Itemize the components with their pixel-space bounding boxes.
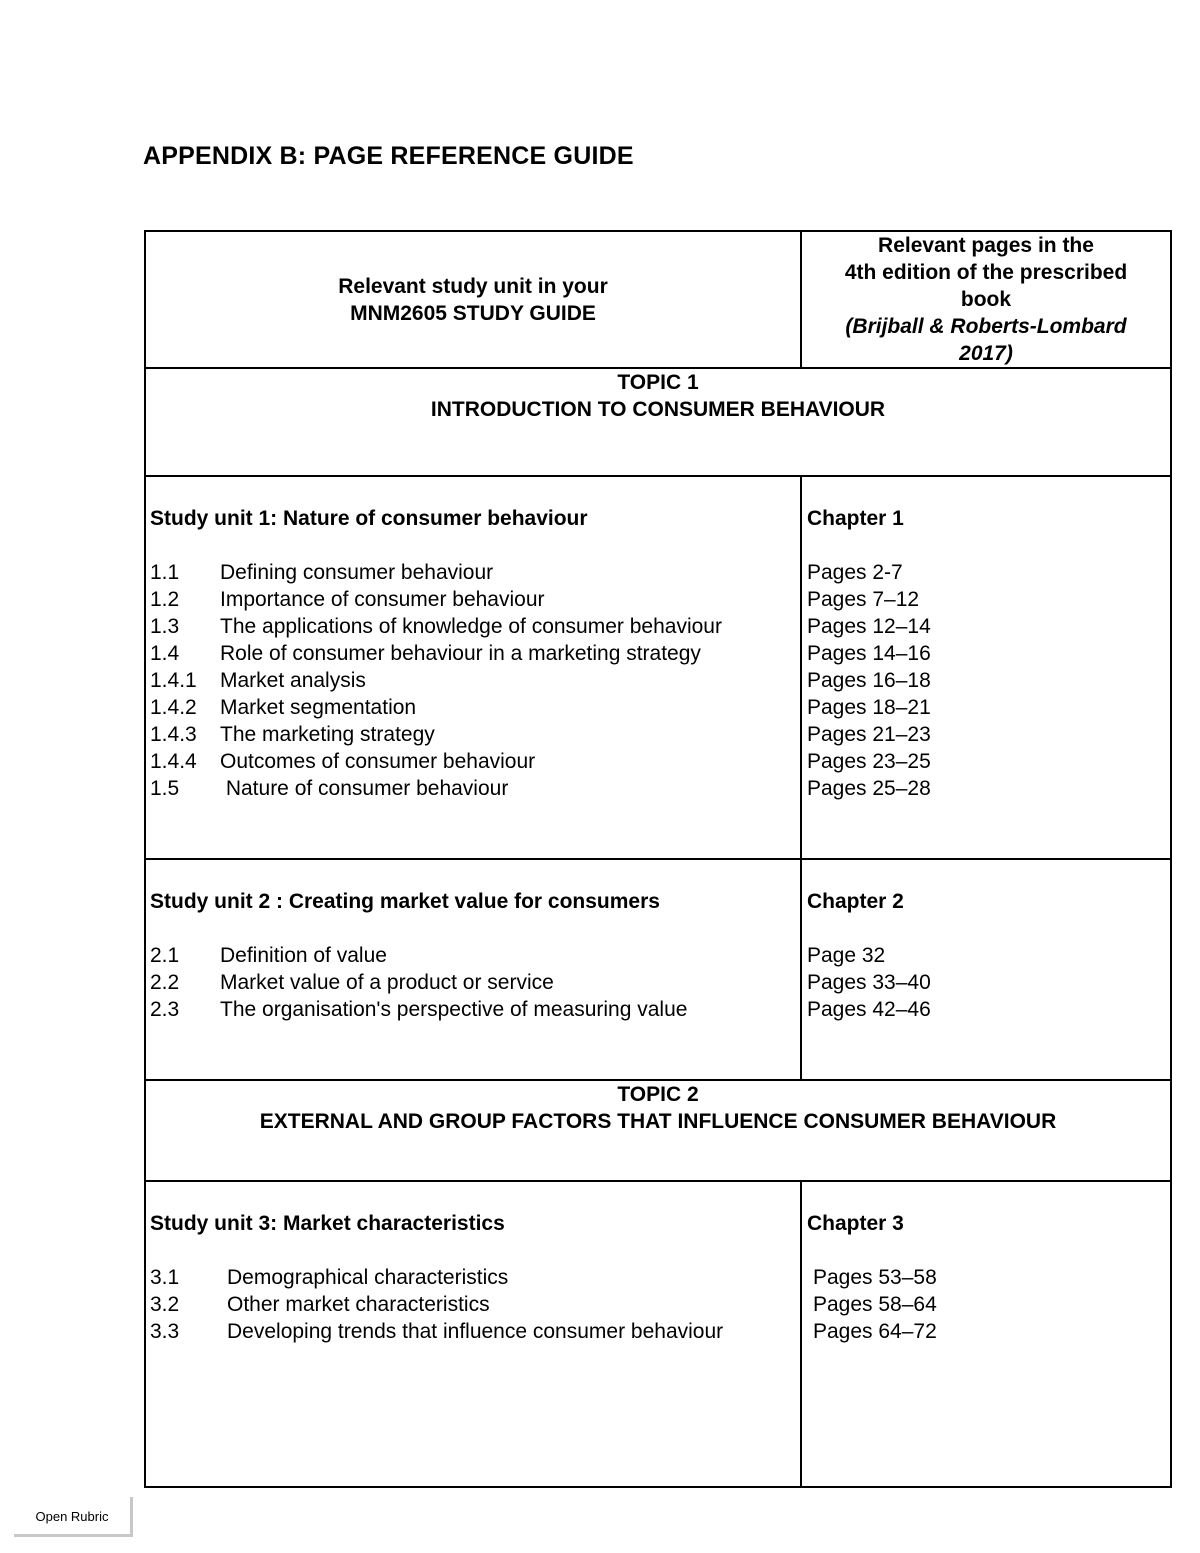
item-text: Demographical characteristics — [227, 1266, 509, 1289]
page-range: Pages 23–25 — [807, 750, 931, 773]
header-left-line1: Relevant study unit in your — [338, 274, 608, 298]
study-unit-heading: Study unit 2 : Creating market value for consumers — [150, 890, 660, 913]
item-number: 1.4.3 — [150, 723, 197, 746]
chapter-1-cell — [801, 476, 1171, 859]
item-number: 1.4 — [150, 642, 180, 665]
item-text: Definition of value — [220, 944, 387, 967]
chapter-3-cell — [801, 1181, 1171, 1487]
study-unit-2-cell — [145, 859, 801, 1080]
item-number: 1.5 — [150, 777, 180, 800]
item-number: 1.1 — [150, 561, 180, 584]
list-item — [150, 996, 796, 1023]
item-text: The organisation's perspective of measuring value — [220, 998, 688, 1021]
item-number: 2.1 — [150, 944, 180, 967]
header-left-line2: MNM2605 STUDY GUIDE — [350, 301, 596, 325]
header-right-line2: 4th edition of the prescribed — [844, 261, 1128, 284]
study-unit-row — [145, 1181, 1171, 1487]
page-range: Pages 53–58 — [813, 1266, 937, 1289]
topic-label: TOPIC 1 — [617, 371, 699, 394]
topic-title: EXTERNAL AND GROUP FACTORS THAT INFLUENCE CONSUMER BEHAVIOUR — [259, 1110, 1057, 1133]
header-right-line4: (Brijball & Roberts-Lombard — [845, 315, 1127, 338]
header-pages-cell — [801, 231, 1171, 368]
page-range: Pages 33–40 — [807, 971, 931, 994]
table-header-row — [145, 231, 1171, 368]
item-text: Market value of a product or service — [220, 971, 554, 994]
list-item — [150, 694, 796, 721]
page-range: Pages 25–28 — [807, 777, 931, 800]
study-unit-row — [145, 859, 1171, 1080]
chapter-heading: Chapter 2 — [807, 890, 904, 913]
page-range: Pages 12–14 — [807, 615, 931, 638]
topic-row — [145, 368, 1171, 476]
item-text: The marketing strategy — [220, 723, 435, 746]
page-range: Pages 16–18 — [807, 669, 931, 692]
study-unit-3-cell — [145, 1181, 801, 1487]
item-text: Market segmentation — [220, 696, 417, 719]
item-number: 3.3 — [150, 1320, 180, 1343]
list-item — [150, 748, 796, 775]
chapter-2-cell — [801, 859, 1171, 1080]
topic-row — [145, 1080, 1171, 1181]
header-right-line1: Relevant pages in the — [878, 234, 1094, 257]
list-item — [150, 942, 796, 969]
item-number: 1.4.2 — [150, 696, 197, 719]
list-item — [150, 775, 796, 802]
page-range: Pages 21–23 — [807, 723, 931, 746]
chapter-heading: Chapter 1 — [807, 507, 904, 530]
item-number: 2.2 — [150, 971, 180, 994]
topic-label: TOPIC 2 — [617, 1083, 699, 1106]
item-number: 1.4.4 — [150, 750, 197, 773]
page-range: Pages 18–21 — [807, 696, 931, 719]
item-text: Other market characteristics — [227, 1293, 490, 1316]
page-title: APPENDIX B: PAGE REFERENCE GUIDE — [143, 142, 634, 170]
open-rubric-button[interactable]: Open Rubric — [14, 1497, 133, 1537]
list-item — [150, 721, 796, 748]
study-unit-1-cell — [145, 476, 801, 859]
item-text: Importance of consumer behaviour — [220, 588, 545, 611]
list-item — [150, 1291, 796, 1318]
item-text: The applications of knowledge of consumer behaviour — [220, 615, 722, 638]
list-item — [150, 586, 796, 613]
item-number: 1.4.1 — [150, 669, 197, 692]
list-item — [150, 1318, 796, 1345]
list-item — [150, 613, 796, 640]
header-study-unit-cell — [145, 231, 801, 368]
item-text: Developing trends that influence consumer behaviour — [227, 1320, 724, 1343]
item-text: Market analysis — [220, 669, 366, 692]
page-range: Pages 64–72 — [813, 1320, 937, 1343]
page-range: Pages 42–46 — [807, 998, 931, 1021]
study-unit-heading: Study unit 1: Nature of consumer behaviour — [150, 507, 588, 530]
header-right-line3: book — [960, 288, 1012, 311]
study-unit-row — [145, 476, 1171, 859]
item-text: Outcomes of consumer behaviour — [220, 750, 536, 773]
page-range: Pages 58–64 — [813, 1293, 937, 1316]
page-range: Pages 7–12 — [807, 588, 920, 611]
page-range: Pages 2-7 — [807, 561, 903, 584]
topic-2-cell — [145, 1080, 1171, 1181]
list-item — [150, 1264, 796, 1291]
study-unit-heading: Study unit 3: Market characteristics — [150, 1212, 505, 1235]
page-reference-table — [144, 230, 1172, 1488]
item-number: 1.2 — [150, 588, 180, 611]
topic-title: INTRODUCTION TO CONSUMER BEHAVIOUR — [430, 398, 886, 421]
chapter-heading: Chapter 3 — [807, 1212, 904, 1235]
topic-1-cell — [145, 368, 1171, 476]
item-number: 2.3 — [150, 998, 180, 1021]
item-number: 1.3 — [150, 615, 180, 638]
item-text: Nature of consumer behaviour — [220, 777, 509, 800]
page-range: Page 32 — [807, 944, 886, 967]
list-item — [150, 969, 796, 996]
header-right-line5: 2017) — [959, 342, 1013, 365]
page-range: Pages 14–16 — [807, 642, 931, 665]
list-item — [150, 667, 796, 694]
item-number: 3.1 — [150, 1266, 180, 1289]
list-item — [150, 640, 796, 667]
item-text: Defining consumer behaviour — [220, 561, 494, 584]
list-item — [150, 559, 796, 586]
item-text: Role of consumer behaviour in a marketing strategy — [220, 642, 701, 665]
item-number: 3.2 — [150, 1293, 180, 1316]
